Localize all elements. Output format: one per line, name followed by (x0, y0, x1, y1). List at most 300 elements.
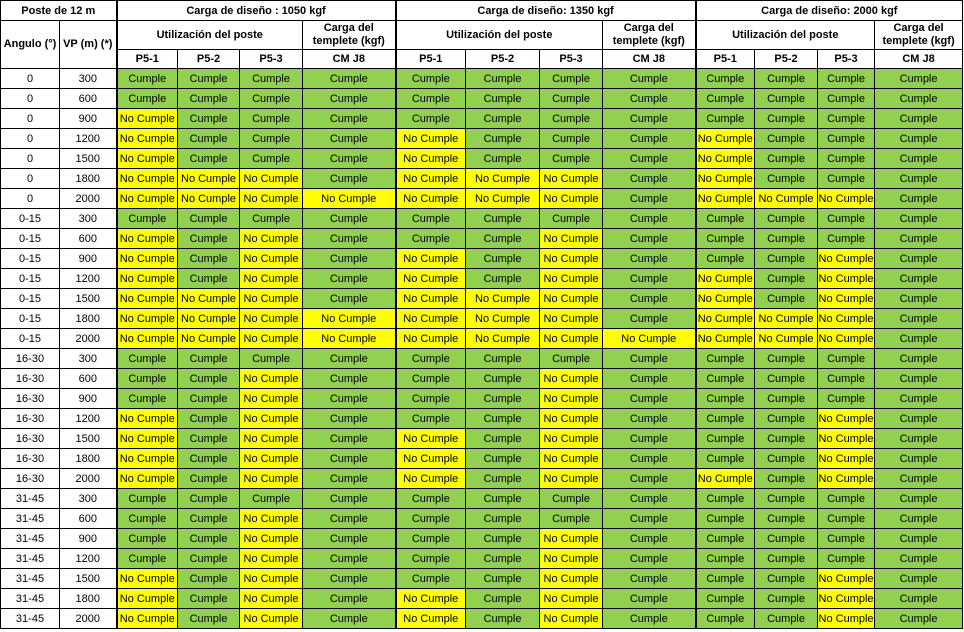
status-cell: No Cumple (178, 309, 240, 329)
vp-cell: 1800 (60, 449, 117, 469)
status-cell: Cumple (466, 229, 540, 249)
status-cell: Cumple (117, 509, 178, 529)
table-row (1, 289, 963, 309)
status-cell: Cumple (117, 349, 178, 369)
status-cell: Cumple (303, 169, 396, 189)
status-cell: Cumple (818, 509, 875, 529)
status-cell: Cumple (540, 349, 603, 369)
status-cell: No Cumple (117, 129, 178, 149)
status-cell: No Cumple (117, 569, 178, 589)
status-cell: No Cumple (540, 569, 603, 589)
status-cell: No Cumple (818, 469, 875, 489)
status-cell: No Cumple (818, 429, 875, 449)
status-cell: Cumple (818, 69, 875, 89)
status-cell: No Cumple (396, 309, 466, 329)
status-cell: No Cumple (396, 429, 466, 449)
status-cell: Cumple (603, 429, 696, 449)
status-cell: Cumple (603, 209, 696, 229)
status-cell: Cumple (396, 549, 466, 569)
guy-load-header: Carga del templete (kgf) (875, 21, 963, 50)
status-cell: Cumple (466, 589, 540, 609)
status-cell: Cumple (178, 89, 240, 109)
status-cell: No Cumple (818, 449, 875, 469)
status-cell: Cumple (466, 509, 540, 529)
status-cell: Cumple (875, 429, 963, 449)
angle-cell: 0-15 (1, 249, 60, 269)
status-cell: No Cumple (540, 389, 603, 409)
status-cell: Cumple (466, 129, 540, 149)
status-cell: Cumple (696, 529, 755, 549)
status-cell: Cumple (696, 369, 755, 389)
status-cell: No Cumple (117, 409, 178, 429)
status-cell: No Cumple (240, 249, 303, 269)
angle-cell: 0-15 (1, 329, 60, 349)
angle-cell: 0 (1, 69, 60, 89)
status-cell: No Cumple (818, 589, 875, 609)
status-cell: Cumple (303, 389, 396, 409)
status-cell: Cumple (303, 449, 396, 469)
status-cell: Cumple (178, 149, 240, 169)
status-cell: Cumple (466, 409, 540, 429)
status-cell: No Cumple (818, 189, 875, 209)
status-cell: No Cumple (540, 289, 603, 309)
status-cell: Cumple (755, 109, 818, 129)
status-cell: Cumple (178, 569, 240, 589)
status-cell: No Cumple (818, 409, 875, 429)
status-cell: Cumple (240, 69, 303, 89)
status-cell: Cumple (875, 169, 963, 189)
status-cell: Cumple (117, 69, 178, 89)
status-cell: Cumple (603, 169, 696, 189)
vp-cell: 900 (60, 389, 117, 409)
status-cell: Cumple (396, 209, 466, 229)
status-cell: Cumple (875, 389, 963, 409)
table-row (1, 449, 963, 469)
status-cell: Cumple (875, 449, 963, 469)
status-cell: Cumple (755, 489, 818, 509)
status-cell: Cumple (696, 509, 755, 529)
status-cell: Cumple (178, 469, 240, 489)
status-cell: No Cumple (540, 529, 603, 549)
status-cell: No Cumple (540, 589, 603, 609)
status-cell: No Cumple (396, 289, 466, 309)
vp-cell: 1200 (60, 129, 117, 149)
status-cell: Cumple (696, 229, 755, 249)
vp-cell: 1500 (60, 569, 117, 589)
status-cell: Cumple (818, 549, 875, 569)
status-cell: No Cumple (540, 169, 603, 189)
status-cell: Cumple (240, 489, 303, 509)
status-cell: No Cumple (117, 309, 178, 329)
status-cell: Cumple (396, 369, 466, 389)
status-cell: Cumple (875, 469, 963, 489)
status-cell: Cumple (875, 569, 963, 589)
status-cell: Cumple (603, 309, 696, 329)
status-cell: No Cumple (117, 169, 178, 189)
table-row (1, 189, 963, 209)
status-cell: Cumple (303, 509, 396, 529)
status-cell: Cumple (303, 569, 396, 589)
status-cell: Cumple (466, 209, 540, 229)
status-cell: No Cumple (240, 369, 303, 389)
status-cell: Cumple (875, 89, 963, 109)
vp-cell: 900 (60, 249, 117, 269)
vp-cell: 300 (60, 209, 117, 229)
angle-cell: 16-30 (1, 449, 60, 469)
vp-cell: 600 (60, 89, 117, 109)
status-cell: No Cumple (240, 389, 303, 409)
status-cell: No Cumple (117, 449, 178, 469)
angle-cell: 0 (1, 169, 60, 189)
status-cell: Cumple (178, 209, 240, 229)
status-cell: Cumple (540, 69, 603, 89)
status-cell: No Cumple (396, 189, 466, 209)
status-cell: Cumple (755, 509, 818, 529)
status-cell: No Cumple (117, 109, 178, 129)
table-row (1, 69, 963, 89)
vp-cell: 300 (60, 69, 117, 89)
table-body (1, 69, 963, 629)
status-cell: No Cumple (696, 169, 755, 189)
status-cell: Cumple (875, 549, 963, 569)
status-cell: No Cumple (466, 169, 540, 189)
status-cell: Cumple (818, 349, 875, 369)
status-cell: Cumple (178, 269, 240, 289)
status-cell: Cumple (396, 89, 466, 109)
status-cell: Cumple (303, 109, 396, 129)
status-cell: No Cumple (396, 329, 466, 349)
status-cell: No Cumple (396, 169, 466, 189)
status-cell: Cumple (303, 289, 396, 309)
status-cell: Cumple (466, 109, 540, 129)
status-cell: No Cumple (603, 329, 696, 349)
status-cell: No Cumple (240, 429, 303, 449)
status-cell: Cumple (178, 429, 240, 449)
table-row (1, 509, 963, 529)
status-cell: Cumple (755, 529, 818, 549)
status-cell: Cumple (466, 149, 540, 169)
status-cell: No Cumple (117, 229, 178, 249)
status-cell: Cumple (240, 349, 303, 369)
status-cell: Cumple (303, 589, 396, 609)
status-cell: Cumple (603, 69, 696, 89)
vp-cell: 2000 (60, 189, 117, 209)
status-cell: Cumple (875, 509, 963, 529)
status-cell: Cumple (696, 349, 755, 369)
status-cell: No Cumple (818, 609, 875, 629)
status-cell: Cumple (696, 429, 755, 449)
angle-cell: 31-45 (1, 549, 60, 569)
status-cell: Cumple (303, 269, 396, 289)
status-cell: Cumple (875, 249, 963, 269)
status-cell: Cumple (466, 349, 540, 369)
status-cell: No Cumple (303, 309, 396, 329)
vp-cell: 1500 (60, 289, 117, 309)
status-cell: Cumple (875, 129, 963, 149)
status-cell: No Cumple (240, 529, 303, 549)
status-cell: No Cumple (178, 289, 240, 309)
status-cell: No Cumple (396, 609, 466, 629)
status-cell: No Cumple (240, 169, 303, 189)
table-row (1, 229, 963, 249)
status-cell: No Cumple (240, 589, 303, 609)
status-cell: Cumple (875, 309, 963, 329)
status-cell: No Cumple (696, 189, 755, 209)
status-cell: No Cumple (818, 249, 875, 269)
status-cell: Cumple (466, 249, 540, 269)
status-cell: Cumple (117, 209, 178, 229)
status-cell: No Cumple (240, 289, 303, 309)
table-row (1, 569, 963, 589)
status-cell: Cumple (755, 209, 818, 229)
status-cell: Cumple (875, 349, 963, 369)
status-cell: Cumple (755, 269, 818, 289)
pole-title: Poste de 12 m (1, 1, 117, 21)
status-cell: Cumple (696, 249, 755, 269)
status-cell: No Cumple (240, 509, 303, 529)
status-cell: No Cumple (178, 329, 240, 349)
column-header: P5-3 (240, 50, 303, 69)
table-row (1, 169, 963, 189)
status-cell: Cumple (603, 269, 696, 289)
status-cell: Cumple (696, 609, 755, 629)
status-cell: Cumple (178, 509, 240, 529)
status-cell: No Cumple (117, 329, 178, 349)
status-cell: Cumple (466, 429, 540, 449)
status-cell: Cumple (117, 389, 178, 409)
vp-cell: 2000 (60, 609, 117, 629)
status-cell: Cumple (755, 569, 818, 589)
status-cell: Cumple (303, 369, 396, 389)
status-cell: No Cumple (466, 329, 540, 349)
angle-header: Angulo (°) (1, 21, 60, 69)
status-cell: No Cumple (396, 149, 466, 169)
status-cell: No Cumple (240, 269, 303, 289)
status-cell: No Cumple (755, 189, 818, 209)
status-cell: Cumple (178, 249, 240, 269)
table-row (1, 429, 963, 449)
status-cell: Cumple (603, 349, 696, 369)
status-cell: Cumple (755, 609, 818, 629)
status-cell: No Cumple (696, 309, 755, 329)
status-cell: No Cumple (540, 449, 603, 469)
status-cell: No Cumple (540, 309, 603, 329)
status-cell: No Cumple (117, 429, 178, 449)
status-cell: No Cumple (240, 469, 303, 489)
status-cell: Cumple (603, 469, 696, 489)
status-cell: Cumple (696, 549, 755, 569)
status-cell: Cumple (303, 149, 396, 169)
vp-cell: 1200 (60, 269, 117, 289)
status-cell: Cumple (875, 229, 963, 249)
status-cell: Cumple (396, 409, 466, 429)
status-cell: No Cumple (396, 129, 466, 149)
status-cell: Cumple (396, 569, 466, 589)
angle-cell: 16-30 (1, 469, 60, 489)
status-cell: Cumple (818, 149, 875, 169)
vp-cell: 900 (60, 529, 117, 549)
status-cell: No Cumple (818, 329, 875, 349)
status-cell: Cumple (696, 109, 755, 129)
vp-cell: 2000 (60, 329, 117, 349)
status-cell: Cumple (603, 589, 696, 609)
status-cell: No Cumple (466, 309, 540, 329)
column-header: P5-2 (755, 50, 818, 69)
column-header: CM J8 (875, 50, 963, 69)
column-header: CM J8 (303, 50, 396, 69)
status-cell: Cumple (603, 149, 696, 169)
status-cell: No Cumple (117, 609, 178, 629)
status-cell: No Cumple (117, 149, 178, 169)
guy-load-header: Carga del templete (kgf) (603, 21, 696, 50)
status-cell: Cumple (696, 569, 755, 589)
status-cell: Cumple (303, 229, 396, 249)
column-header: P5-1 (117, 50, 178, 69)
utilization-header: Utilización del poste (696, 21, 875, 50)
status-cell: Cumple (696, 209, 755, 229)
status-cell: Cumple (875, 609, 963, 629)
status-cell: Cumple (540, 509, 603, 529)
status-cell: Cumple (875, 409, 963, 429)
status-cell: Cumple (875, 529, 963, 549)
angle-cell: 0 (1, 189, 60, 209)
group-title-2000: Carga de diseño: 2000 kgf (696, 1, 963, 21)
status-cell: Cumple (240, 109, 303, 129)
vp-cell: 1500 (60, 149, 117, 169)
status-cell: No Cumple (117, 189, 178, 209)
status-cell: Cumple (755, 369, 818, 389)
status-cell: Cumple (875, 109, 963, 129)
status-cell: Cumple (755, 389, 818, 409)
status-cell: Cumple (540, 89, 603, 109)
status-cell: Cumple (818, 209, 875, 229)
vp-cell: 600 (60, 509, 117, 529)
status-cell: No Cumple (696, 149, 755, 169)
status-cell: No Cumple (240, 609, 303, 629)
table-row (1, 209, 963, 229)
vp-cell: 1200 (60, 549, 117, 569)
status-cell: Cumple (818, 89, 875, 109)
status-cell: Cumple (178, 489, 240, 509)
status-cell: No Cumple (396, 469, 466, 489)
status-cell: Cumple (696, 589, 755, 609)
status-cell: Cumple (466, 89, 540, 109)
status-cell: Cumple (240, 89, 303, 109)
status-cell: Cumple (696, 449, 755, 469)
status-cell: Cumple (466, 549, 540, 569)
status-cell: No Cumple (818, 569, 875, 589)
status-cell: Cumple (603, 129, 696, 149)
status-cell: Cumple (303, 249, 396, 269)
status-cell: No Cumple (178, 169, 240, 189)
angle-cell: 16-30 (1, 409, 60, 429)
status-cell: No Cumple (818, 269, 875, 289)
status-cell: Cumple (755, 129, 818, 149)
status-cell: No Cumple (117, 469, 178, 489)
column-header: P5-3 (818, 50, 875, 69)
angle-cell: 0 (1, 149, 60, 169)
vp-cell: 1800 (60, 589, 117, 609)
status-cell: No Cumple (466, 189, 540, 209)
status-cell: Cumple (466, 369, 540, 389)
status-cell: No Cumple (303, 189, 396, 209)
status-cell: No Cumple (240, 189, 303, 209)
table-row (1, 109, 963, 129)
status-cell: Cumple (755, 89, 818, 109)
status-cell: Cumple (303, 69, 396, 89)
status-cell: Cumple (466, 609, 540, 629)
status-cell: Cumple (178, 349, 240, 369)
status-cell: No Cumple (540, 429, 603, 449)
column-header: P5-1 (396, 50, 466, 69)
status-cell: No Cumple (240, 449, 303, 469)
status-cell: Cumple (755, 589, 818, 609)
table-row (1, 489, 963, 509)
column-header: P5-1 (696, 50, 755, 69)
status-cell: Cumple (696, 389, 755, 409)
status-cell: Cumple (603, 549, 696, 569)
status-cell: Cumple (466, 389, 540, 409)
vp-cell: 900 (60, 109, 117, 129)
status-cell: No Cumple (117, 249, 178, 269)
status-cell: Cumple (117, 549, 178, 569)
angle-cell: 31-45 (1, 569, 60, 589)
status-cell: No Cumple (696, 329, 755, 349)
status-cell: No Cumple (396, 449, 466, 469)
status-cell: Cumple (178, 609, 240, 629)
status-cell: Cumple (603, 189, 696, 209)
status-cell: No Cumple (540, 369, 603, 389)
table-row (1, 609, 963, 629)
status-cell: Cumple (603, 509, 696, 529)
status-cell: Cumple (875, 189, 963, 209)
angle-cell: 0 (1, 89, 60, 109)
table-row (1, 409, 963, 429)
status-cell: Cumple (755, 469, 818, 489)
vp-cell: 1200 (60, 409, 117, 429)
status-cell: Cumple (818, 229, 875, 249)
status-cell: Cumple (755, 409, 818, 429)
status-cell: Cumple (396, 349, 466, 369)
status-cell: Cumple (178, 129, 240, 149)
status-cell: Cumple (178, 529, 240, 549)
angle-cell: 0-15 (1, 309, 60, 329)
vp-header: VP (m) (*) (60, 21, 117, 69)
status-cell: No Cumple (696, 129, 755, 149)
status-cell: Cumple (875, 329, 963, 349)
status-cell: Cumple (603, 89, 696, 109)
status-cell: Cumple (875, 289, 963, 309)
table-row (1, 129, 963, 149)
angle-cell: 16-30 (1, 389, 60, 409)
status-cell: Cumple (303, 489, 396, 509)
status-cell: No Cumple (240, 569, 303, 589)
column-header: P5-2 (466, 50, 540, 69)
status-cell: Cumple (540, 489, 603, 509)
table-row (1, 529, 963, 549)
status-cell: Cumple (603, 249, 696, 269)
status-cell: Cumple (696, 489, 755, 509)
status-cell: No Cumple (396, 249, 466, 269)
status-cell: Cumple (117, 369, 178, 389)
status-cell: Cumple (818, 389, 875, 409)
status-cell: No Cumple (303, 329, 396, 349)
status-cell: Cumple (818, 129, 875, 149)
status-cell: Cumple (755, 449, 818, 469)
column-header: P5-2 (178, 50, 240, 69)
table-row (1, 469, 963, 489)
status-cell: Cumple (303, 349, 396, 369)
